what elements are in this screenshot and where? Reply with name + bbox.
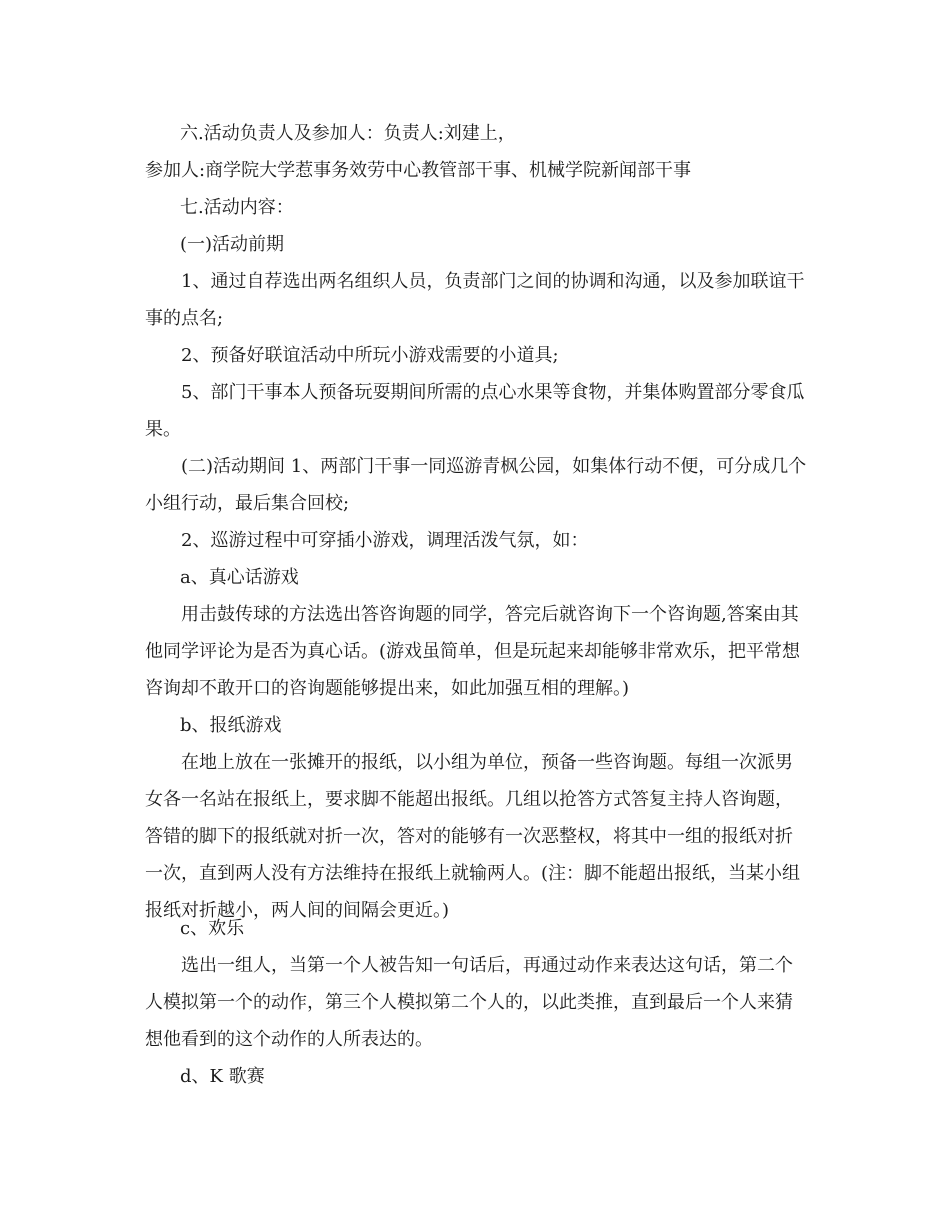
section-seven-heading: 七.活动内容： — [180, 197, 294, 218]
participants-line: 参加人:商学院大学惹事务效劳中心教管部干事、机械学院新闻部干事 — [145, 160, 692, 181]
game-c-description: 选出一组人，当第一个人被告知一句话后，再通过动作来表达这句话，第二个人模拟第一个的动作，第三个人模拟第二个人的，以此类推，直到最后一个人来猜想他看到的这个动作的人所表达的。 — [145, 955, 793, 1050]
section-six-heading: 六.活动负责人及参加人：负责人:刘建上， — [180, 123, 516, 144]
paragraph-item-2: 2、预备好联谊活动中所玩小游戏需要的小道具; — [181, 345, 559, 366]
subsection-pre-activity: (一)活动前期 — [180, 234, 285, 255]
game-b-description: 在地上放在一张摊开的报纸，以小组为单位，预备一些咨询题。每组一次派男女各一名站在报纸上，要求脚不能超出报纸。几组以抢答方式答复主持人咨询题，答错的脚下的报纸就对折一次，答对的能够有一次恶整权，将其中一组的报纸对折一次，直到两人没有方法维持在报纸上就输两人。(注：脚不能超出报纸，当某小组报纸对折越小，两人间的间隔会更近。) — [145, 752, 801, 921]
game-b-heading: b、报纸游戏 — [180, 715, 282, 736]
subsection-during-activity: (二)活动期间 1、两部门干事一同巡游青枫公园，如集体行动不便，可分成几个小组行动，最后集合回校; — [145, 456, 807, 514]
paragraph-tour-games: 2、巡游过程中可穿插小游戏，调理活泼气氛，如： — [181, 530, 589, 551]
game-d-heading: d、K 歌赛 — [180, 1066, 265, 1087]
paragraph-item-1: 1、通过自荐选出两名组织人员，负责部门之间的协调和沟通，以及参加联谊干事的点名; — [145, 271, 805, 329]
game-a-description: 用击鼓传球的方法选出答咨询题的同学，答完后就咨询下一个咨询题,答案由其他同学评论为是否为真心话。(游戏虽简单，但是玩起来却能够非常欢乐，把平常想咨询却不敢开口的咨询题能够提出来，如此加强互相的理解。) — [145, 604, 801, 699]
paragraph-item-5: 5、部门干事本人预备玩耍期间所需的点心水果等食物，并集体购置部分零食瓜果。 — [145, 382, 805, 440]
game-a-heading: a、真心话游戏 — [180, 567, 299, 588]
game-c-heading: c、欢乐 — [180, 918, 245, 939]
